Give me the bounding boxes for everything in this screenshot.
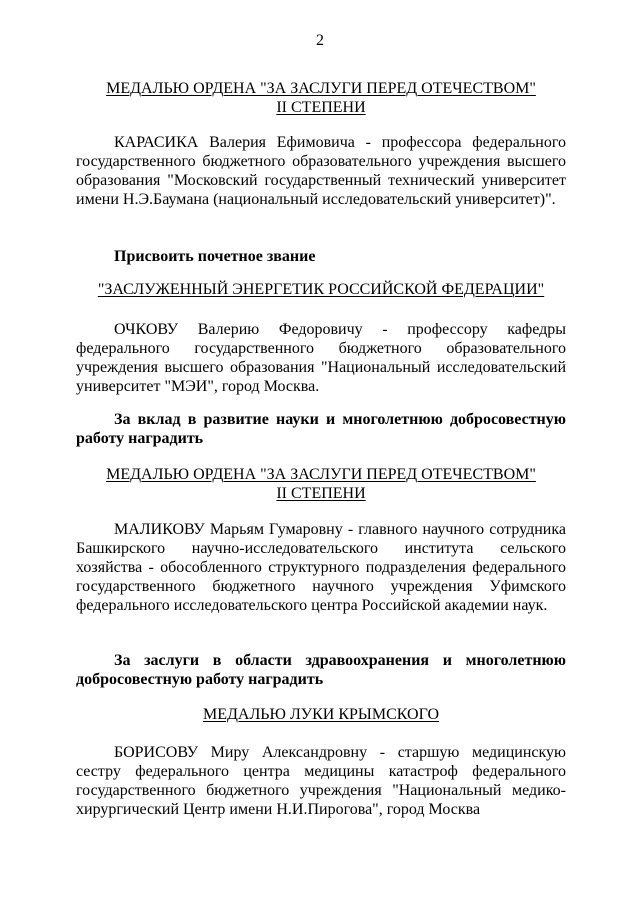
directive-honorary-title: Присвоить почетное звание	[114, 248, 316, 265]
award-heading-3	[76, 465, 566, 503]
award-heading-3-line1: МЕДАЛЬЮ ОРДЕНА "ЗА ЗАСЛУГИ ПЕРЕД ОТЕЧЕСТВОМ"	[106, 466, 536, 483]
recipient-malikova: МАЛИКОВУ Марьям Гумаровну - главного научного сотрудника Башкирского научно-исследовательского института сельского хозяйства - обособленного структурного подразделения федерального государственного бюджетного научного учреждения Уфимского федерального исследовательского центра Российской академии наук.	[76, 521, 566, 614]
recipient-ochkov: ОЧКОВУ Валерию Федоровичу - профессору кафедры федерального государственного бюджетного образовательного учреждения высшего образования "Национальный исследовательский университет "МЭИ", город Москва.	[76, 321, 566, 395]
award-heading-1-line1: МЕДАЛЬЮ ОРДЕНА "ЗА ЗАСЛУГИ ПЕРЕД ОТЕЧЕСТВОМ"	[106, 80, 536, 97]
award-heading-2	[76, 280, 566, 299]
award-heading-3-line2: II СТЕПЕНИ	[276, 485, 366, 502]
directive-science: За вклад в развитие науки и многолетнюю добросовестную работу наградить	[76, 411, 566, 447]
award-heading-4-line1: МЕДАЛЬЮ ЛУКИ КРЫМСКОГО	[202, 706, 439, 723]
recipient-karasik: КАРАСИКА Валерия Ефимовича - профессора федерального государственного бюджетного образовательного учреждения высшего образования "Московский государственный технический университет имени Н.Э.Баумана (национальный исследовательский университет)".	[76, 134, 566, 208]
award-heading-4	[76, 705, 566, 724]
award-heading-2-line1: "ЗАСЛУЖЕННЫЙ ЭНЕРГЕТИК РОССИЙСКОЙ ФЕДЕРАЦИИ"	[97, 281, 545, 298]
award-heading-1	[76, 79, 566, 117]
recipient-borisova: БОРИСОВУ Миру Александровну - старшую медицинскую сестру федерального центра медицины катастроф федерального государственного бюджетного учреждения "Национальный медико-хирургический Центр имени Н.И.Пирогова", город Москва	[76, 744, 566, 818]
award-heading-1-line2: II СТЕПЕНИ	[276, 99, 366, 116]
page-number: 2	[316, 32, 324, 49]
directive-healthcare: За заслуги в области здравоохранения и многолетнюю добросовестную работу наградить	[76, 652, 566, 688]
